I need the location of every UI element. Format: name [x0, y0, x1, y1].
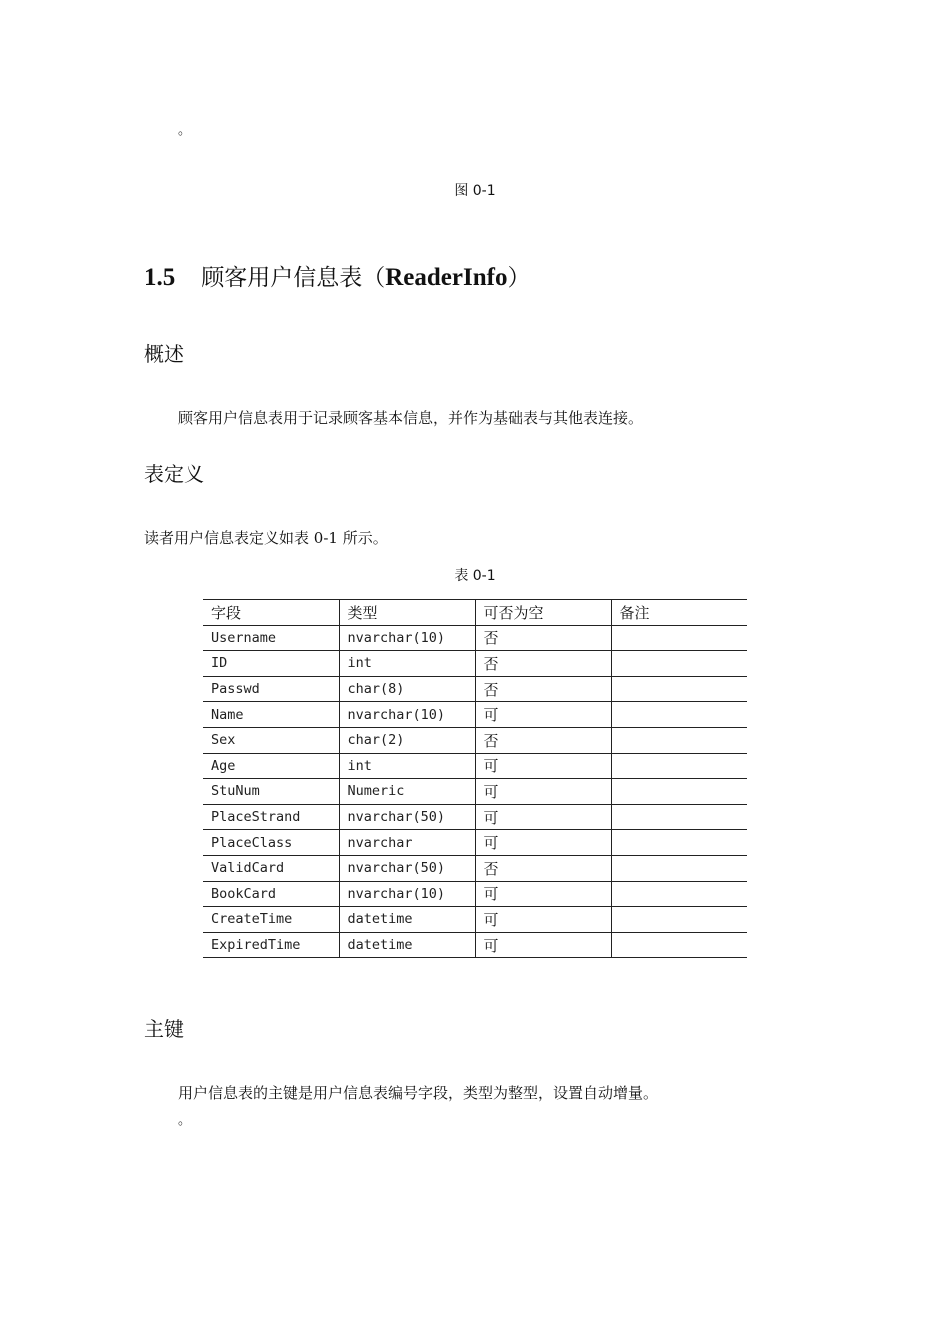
- remark-cell: [611, 804, 747, 830]
- remark-cell: [611, 702, 747, 728]
- remark-cell: [611, 651, 747, 677]
- nullable-cell: 可: [475, 907, 611, 933]
- remark-cell: [611, 932, 747, 958]
- nullable-cell: 可: [475, 804, 611, 830]
- table-row: [203, 855, 747, 881]
- header-cell: 备注: [611, 600, 747, 626]
- table-caption: 表 0-1: [454, 568, 496, 584]
- table-row: [203, 932, 747, 958]
- table-header-row: [203, 600, 747, 626]
- field-name-cell: ExpiredTime: [203, 932, 339, 958]
- nullable-cell: 否: [475, 855, 611, 881]
- remark-cell: [611, 779, 747, 805]
- overview-text: 顾客用户信息表用于记录顾客基本信息，并作为基础表与其他表连接。: [178, 409, 644, 427]
- nullable-cell: 可: [475, 779, 611, 805]
- table-row: [203, 804, 747, 830]
- type-cell: nvarchar: [339, 830, 475, 856]
- nullable-cell: 否: [475, 727, 611, 753]
- nullable-cell: 可: [475, 702, 611, 728]
- type-cell: nvarchar(10): [339, 881, 475, 907]
- remark-cell: [611, 830, 747, 856]
- type-cell: int: [339, 651, 475, 677]
- type-cell: datetime: [339, 907, 475, 933]
- type-cell: nvarchar(50): [339, 804, 475, 830]
- nullable-cell: 可: [475, 932, 611, 958]
- table-row: [203, 753, 747, 779]
- remark-cell: [611, 625, 747, 651]
- type-cell: int: [339, 753, 475, 779]
- field-name-cell: Passwd: [203, 676, 339, 702]
- header-cell: 字段: [203, 600, 339, 626]
- overview-heading: 概述: [144, 342, 184, 366]
- type-cell: char(2): [339, 727, 475, 753]
- section-title-close: ）: [507, 265, 531, 291]
- field-name-cell: PlaceStrand: [203, 804, 339, 830]
- remark-cell: [611, 881, 747, 907]
- field-name-cell: StuNum: [203, 779, 339, 805]
- table-row: [203, 779, 747, 805]
- section-title-cn: 顾客用户信息表（: [201, 265, 386, 291]
- nullable-cell: 可: [475, 753, 611, 779]
- definition-text: 读者用户信息表定义如表 0-1 所示。: [144, 529, 388, 547]
- table-row: [203, 727, 747, 753]
- nullable-cell: 否: [475, 625, 611, 651]
- type-cell: datetime: [339, 932, 475, 958]
- nullable-cell: 可: [475, 881, 611, 907]
- remark-cell: [611, 753, 747, 779]
- definition-table: [203, 599, 747, 958]
- field-name-cell: ValidCard: [203, 855, 339, 881]
- field-name-cell: CreateTime: [203, 907, 339, 933]
- section-title-en: ReaderInfo: [385, 264, 508, 291]
- nullable-cell: 否: [475, 651, 611, 677]
- field-name-cell: ID: [203, 651, 339, 677]
- field-name-cell: PlaceClass: [203, 830, 339, 856]
- primary-key-heading: 主键: [144, 1017, 184, 1041]
- table-row: [203, 830, 747, 856]
- table-row: [203, 625, 747, 651]
- field-name-cell: Username: [203, 625, 339, 651]
- field-name-cell: Sex: [203, 727, 339, 753]
- section-heading: [144, 263, 530, 293]
- table-row: [203, 907, 747, 933]
- header-cell: 可否为空: [475, 600, 611, 626]
- top-mark: 。: [178, 123, 192, 138]
- nullable-cell: 可: [475, 830, 611, 856]
- header-cell: 类型: [339, 600, 475, 626]
- nullable-cell: 否: [475, 676, 611, 702]
- remark-cell: [611, 676, 747, 702]
- definition-heading: 表定义: [144, 462, 204, 486]
- type-cell: nvarchar(50): [339, 855, 475, 881]
- table-row: [203, 702, 747, 728]
- figure-caption: 图 0-1: [454, 183, 496, 199]
- table-row: [203, 676, 747, 702]
- field-name-cell: Age: [203, 753, 339, 779]
- end-mark: 。: [178, 1113, 192, 1128]
- remark-cell: [611, 727, 747, 753]
- field-name-cell: BookCard: [203, 881, 339, 907]
- type-cell: nvarchar(10): [339, 625, 475, 651]
- type-cell: nvarchar(10): [339, 702, 475, 728]
- remark-cell: [611, 855, 747, 881]
- field-name-cell: Name: [203, 702, 339, 728]
- primary-key-text: 用户信息表的主键是用户信息表编号字段，类型为整型，设置自动增量。: [178, 1084, 659, 1102]
- section-number: 1.5: [144, 264, 176, 291]
- table-row: [203, 651, 747, 677]
- table-row: [203, 881, 747, 907]
- type-cell: char(8): [339, 676, 475, 702]
- remark-cell: [611, 907, 747, 933]
- type-cell: Numeric: [339, 779, 475, 805]
